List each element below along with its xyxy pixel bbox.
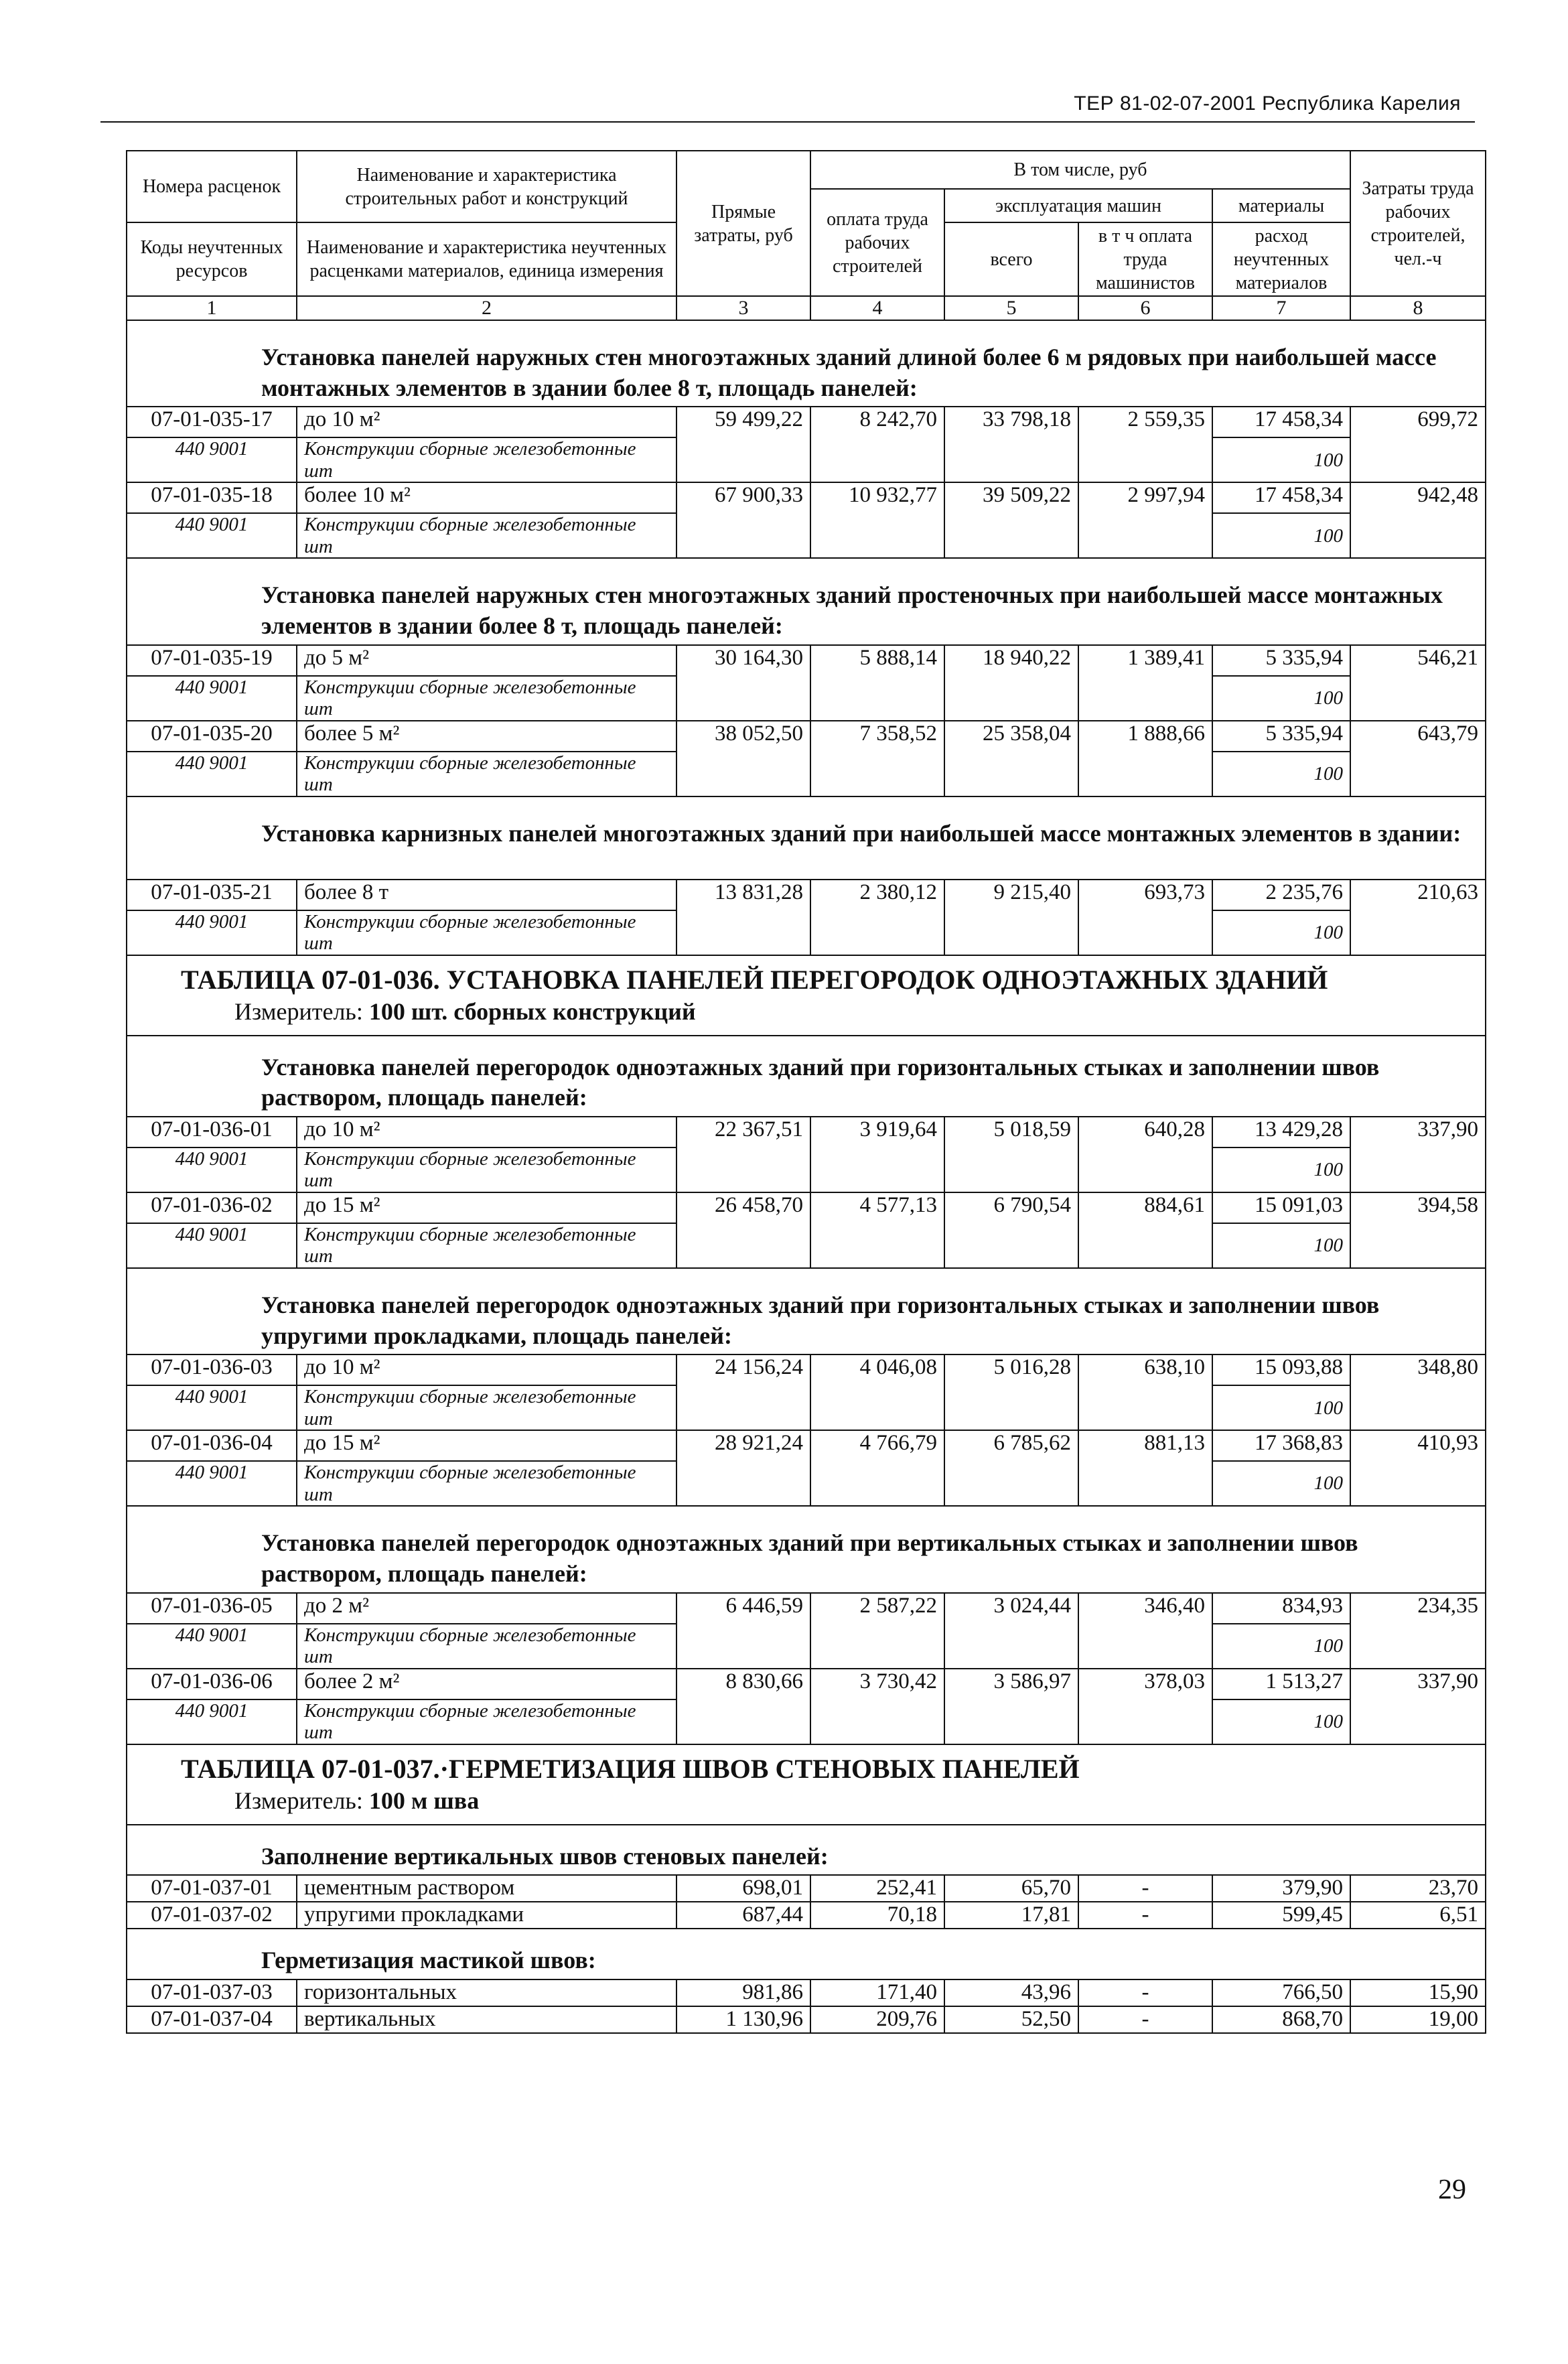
cell-materials: 17 458,34 <box>1212 407 1350 437</box>
header-rule <box>100 121 1475 123</box>
rate-name: более 10 м² <box>297 482 676 513</box>
rate-code: 07-01-035-21 <box>127 880 297 910</box>
rate-code: 07-01-035-17 <box>127 407 297 437</box>
cell-materials: 766,50 <box>1212 1979 1350 2006</box>
cell-machines-total: 3 586,97 <box>944 1669 1078 1744</box>
cell-labor-pay: 209,76 <box>810 2006 944 2033</box>
rate-name: упругими прокладками <box>297 1902 676 1929</box>
rate-name: более 2 м² <box>297 1669 676 1699</box>
cell-machines-total: 3 024,44 <box>944 1593 1078 1669</box>
cell-machines-total: 18 940,22 <box>944 645 1078 721</box>
col-num: 6 <box>1078 296 1212 320</box>
cell-operator-pay: 2 559,35 <box>1078 407 1212 482</box>
resource-name: Конструкции сборные железобетонные шт <box>297 437 676 482</box>
cell-materials: 5 335,94 <box>1212 645 1350 676</box>
table-title: ТАБЛИЦА 07-01-036. УСТАНОВКА ПАНЕЛЕЙ ПЕРЕГОРОДОК ОДНОЭТАЖНЫХ ЗДАНИЙ <box>127 955 1486 998</box>
head-materials: материалы <box>1212 189 1350 222</box>
cell-direct-cost: 687,44 <box>676 1902 810 1929</box>
rate-code: 07-01-035-20 <box>127 721 297 752</box>
cell-materials: 5 335,94 <box>1212 721 1350 752</box>
cell-labor-pay: 4 046,08 <box>810 1354 944 1430</box>
section-title: Установка панелей наружных стен многоэтажных зданий простеночных при наибольшей массе монтажных элементов в здании более 8 т, площадь панелей: <box>127 558 1486 644</box>
cell-labor-hours: 643,79 <box>1350 721 1486 796</box>
cell-materials: 599,45 <box>1212 1902 1350 1929</box>
cell-machines-total: 65,70 <box>944 1875 1078 1902</box>
resource-qty: 100 <box>1212 1148 1350 1192</box>
head-c3: Прямые затраты, руб <box>676 151 810 296</box>
resource-qty: 100 <box>1212 1699 1350 1744</box>
cell-materials: 17 368,83 <box>1212 1430 1350 1461</box>
resource-name: Конструкции сборные железобетонные шт <box>297 1385 676 1430</box>
rate-name: горизонтальных <box>297 1979 676 2006</box>
rate-code: 07-01-036-04 <box>127 1430 297 1461</box>
cell-direct-cost: 698,01 <box>676 1875 810 1902</box>
resource-qty: 100 <box>1212 910 1350 955</box>
cell-machines-total: 6 785,62 <box>944 1430 1078 1506</box>
cell-direct-cost: 28 921,24 <box>676 1430 810 1506</box>
cell-machines-total: 33 798,18 <box>944 407 1078 482</box>
section-title: Установка карнизных панелей многоэтажных зданий при наибольшей массе монтажных элементов в здании: <box>127 796 1486 880</box>
head-c2b: Наименование и характеристика неучтенных расценками материалов, единица измерения <box>297 222 676 296</box>
rate-name: до 15 м² <box>297 1430 676 1461</box>
resource-qty: 100 <box>1212 752 1350 796</box>
rate-name: более 8 т <box>297 880 676 910</box>
resource-code: 440 9001 <box>127 752 297 796</box>
resource-name: Конструкции сборные железобетонные шт <box>297 1699 676 1744</box>
cell-operator-pay: 884,61 <box>1078 1192 1212 1268</box>
resource-code: 440 9001 <box>127 1461 297 1506</box>
cell-direct-cost: 30 164,30 <box>676 645 810 721</box>
cell-machines-total: 6 790,54 <box>944 1192 1078 1268</box>
measure-value: 100 м шва <box>368 1787 480 1814</box>
measure-label: Измеритель: <box>234 997 369 1025</box>
cell-labor-pay: 5 888,14 <box>810 645 944 721</box>
head-c5: всего <box>944 222 1078 296</box>
cell-labor-pay: 2 587,22 <box>810 1593 944 1669</box>
measure-unit <box>127 1787 1486 1825</box>
head-c1a: Номера расценок <box>127 151 297 222</box>
rates-table <box>126 150 1486 2034</box>
cell-operator-pay: 1 389,41 <box>1078 645 1212 721</box>
rate-name: более 5 м² <box>297 721 676 752</box>
resource-code: 440 9001 <box>127 1385 297 1430</box>
cell-materials: 1 513,27 <box>1212 1669 1350 1699</box>
cell-labor-hours: 337,90 <box>1350 1117 1486 1192</box>
cell-labor-pay: 10 932,77 <box>810 482 944 558</box>
cell-labor-pay: 8 242,70 <box>810 407 944 482</box>
cell-labor-hours: 348,80 <box>1350 1354 1486 1430</box>
head-c1b: Коды неучтенных ресурсов <box>127 222 297 296</box>
section-title: Установка панелей перегородок одноэтажных зданий при горизонтальных стыках и заполнении швов упругими прокладками, площадь панелей: <box>127 1268 1486 1354</box>
rate-code: 07-01-036-02 <box>127 1192 297 1223</box>
cell-labor-hours: 546,21 <box>1350 645 1486 721</box>
resource-code: 440 9001 <box>127 437 297 482</box>
cell-materials: 15 091,03 <box>1212 1192 1350 1223</box>
col-num: 4 <box>810 296 944 320</box>
cell-materials: 2 235,76 <box>1212 880 1350 910</box>
resource-code: 440 9001 <box>127 1223 297 1268</box>
cell-direct-cost: 24 156,24 <box>676 1354 810 1430</box>
col-num: 5 <box>944 296 1078 320</box>
rate-code: 07-01-037-03 <box>127 1979 297 2006</box>
resource-name: Конструкции сборные железобетонные шт <box>297 910 676 955</box>
rate-code: 07-01-037-04 <box>127 2006 297 2033</box>
rate-name: до 5 м² <box>297 645 676 676</box>
cell-operator-pay: 881,13 <box>1078 1430 1212 1506</box>
cell-operator-pay: - <box>1078 1979 1212 2006</box>
cell-machines-total: 52,50 <box>944 2006 1078 2033</box>
resource-code: 440 9001 <box>127 910 297 955</box>
resource-code: 440 9001 <box>127 1148 297 1192</box>
cell-labor-pay: 252,41 <box>810 1875 944 1902</box>
cell-machines-total: 39 509,22 <box>944 482 1078 558</box>
resource-name: Конструкции сборные железобетонные шт <box>297 513 676 558</box>
rate-code: 07-01-037-01 <box>127 1875 297 1902</box>
resource-name: Конструкции сборные железобетонные шт <box>297 752 676 796</box>
cell-direct-cost: 26 458,70 <box>676 1192 810 1268</box>
cell-operator-pay: 2 997,94 <box>1078 482 1212 558</box>
rate-name: до 10 м² <box>297 1354 676 1385</box>
measure-value: 100 шт. сборных конструкций <box>368 997 696 1025</box>
cell-labor-hours: 23,70 <box>1350 1875 1486 1902</box>
cell-machines-total: 5 016,28 <box>944 1354 1078 1430</box>
cell-direct-cost: 38 052,50 <box>676 721 810 796</box>
cell-labor-pay: 2 380,12 <box>810 880 944 955</box>
cell-direct-cost: 981,86 <box>676 1979 810 2006</box>
cell-labor-hours: 394,58 <box>1350 1192 1486 1268</box>
head-c7: расход неучтенных материалов <box>1212 222 1350 296</box>
cell-materials: 15 093,88 <box>1212 1354 1350 1385</box>
cell-direct-cost: 22 367,51 <box>676 1117 810 1192</box>
rate-name: вертикальных <box>297 2006 676 2033</box>
cell-labor-hours: 6,51 <box>1350 1902 1486 1929</box>
resource-code: 440 9001 <box>127 676 297 721</box>
resource-name: Конструкции сборные железобетонные шт <box>297 676 676 721</box>
resource-qty: 100 <box>1212 676 1350 721</box>
col-num: 3 <box>676 296 810 320</box>
section-title: Заполнение вертикальных швов стеновых панелей: <box>127 1825 1486 1876</box>
cell-operator-pay: 346,40 <box>1078 1593 1212 1669</box>
cell-direct-cost: 67 900,33 <box>676 482 810 558</box>
rate-code: 07-01-036-01 <box>127 1117 297 1148</box>
cell-operator-pay: 1 888,66 <box>1078 721 1212 796</box>
cell-operator-pay: 378,03 <box>1078 1669 1212 1744</box>
cell-labor-hours: 15,90 <box>1350 1979 1486 2006</box>
rate-code: 07-01-037-02 <box>127 1902 297 1929</box>
head-machines: эксплуатация машин <box>944 189 1212 222</box>
cell-operator-pay: 638,10 <box>1078 1354 1212 1430</box>
col-num: 2 <box>297 296 676 320</box>
section-title: Установка панелей перегородок одноэтажных зданий при вертикальных стыках и заполнении швов раствором, площадь панелей: <box>127 1506 1486 1592</box>
cell-direct-cost: 8 830,66 <box>676 1669 810 1744</box>
page-header-title: ТЕР 81-02-07-2001 Республика Карелия <box>1074 92 1461 115</box>
rate-name: цементным раствором <box>297 1875 676 1902</box>
col-num: 7 <box>1212 296 1350 320</box>
cell-machines-total: 43,96 <box>944 1979 1078 2006</box>
cell-materials: 13 429,28 <box>1212 1117 1350 1148</box>
cell-materials: 17 458,34 <box>1212 482 1350 513</box>
section-title: Герметизация мастикой швов: <box>127 1929 1486 1979</box>
rate-code: 07-01-035-19 <box>127 645 297 676</box>
col-num: 1 <box>127 296 297 320</box>
resource-code: 440 9001 <box>127 513 297 558</box>
cell-operator-pay: 640,28 <box>1078 1117 1212 1192</box>
cell-materials: 834,93 <box>1212 1593 1350 1624</box>
resource-qty: 100 <box>1212 513 1350 558</box>
resource-name: Конструкции сборные железобетонные шт <box>297 1461 676 1506</box>
page-number: 29 <box>1438 2174 1466 2205</box>
cell-materials: 379,90 <box>1212 1875 1350 1902</box>
cell-labor-hours: 699,72 <box>1350 407 1486 482</box>
resource-qty: 100 <box>1212 1461 1350 1506</box>
cell-labor-pay: 4 577,13 <box>810 1192 944 1268</box>
cell-operator-pay: - <box>1078 2006 1212 2033</box>
resource-qty: 100 <box>1212 1624 1350 1669</box>
section-title: Установка панелей наружных стен многоэтажных зданий длиной более 6 м рядовых при наибольшей массе монтажных элементов в здании более 8 т, площадь панелей: <box>127 320 1486 407</box>
cell-labor-hours: 942,48 <box>1350 482 1486 558</box>
cell-machines-total: 17,81 <box>944 1902 1078 1929</box>
cell-labor-hours: 410,93 <box>1350 1430 1486 1506</box>
measure-unit <box>127 998 1486 1036</box>
cell-operator-pay: - <box>1078 1875 1212 1902</box>
cell-labor-hours: 19,00 <box>1350 2006 1486 2033</box>
resource-code: 440 9001 <box>127 1624 297 1669</box>
rate-name: до 2 м² <box>297 1593 676 1624</box>
table-title: ТАБЛИЦА 07-01-037.·ГЕРМЕТИЗАЦИЯ ШВОВ СТЕНОВЫХ ПАНЕЛЕЙ <box>127 1744 1486 1787</box>
head-c4: оплата труда рабочих строителей <box>810 189 944 296</box>
resource-code: 440 9001 <box>127 1699 297 1744</box>
cell-direct-cost: 13 831,28 <box>676 880 810 955</box>
cell-labor-pay: 4 766,79 <box>810 1430 944 1506</box>
cell-machines-total: 9 215,40 <box>944 880 1078 955</box>
rate-name: до 15 м² <box>297 1192 676 1223</box>
cell-direct-cost: 59 499,22 <box>676 407 810 482</box>
head-c2a: Наименование и характеристика строительных работ и конструкций <box>297 151 676 222</box>
cell-operator-pay: - <box>1078 1902 1212 1929</box>
resource-name: Конструкции сборные железобетонные шт <box>297 1148 676 1192</box>
head-c6: в т ч оплата труда машинистов <box>1078 222 1212 296</box>
cell-machines-total: 5 018,59 <box>944 1117 1078 1192</box>
cell-operator-pay: 693,73 <box>1078 880 1212 955</box>
rate-code: 07-01-036-06 <box>127 1669 297 1699</box>
cell-labor-pay: 7 358,52 <box>810 721 944 796</box>
cell-labor-hours: 337,90 <box>1350 1669 1486 1744</box>
rate-name: до 10 м² <box>297 1117 676 1148</box>
resource-name: Конструкции сборные железобетонные шт <box>297 1624 676 1669</box>
cell-labor-pay: 3 919,64 <box>810 1117 944 1192</box>
head-incl: В том числе, руб <box>810 151 1350 189</box>
resource-qty: 100 <box>1212 437 1350 482</box>
resource-qty: 100 <box>1212 1385 1350 1430</box>
cell-labor-pay: 3 730,42 <box>810 1669 944 1744</box>
rate-code: 07-01-035-18 <box>127 482 297 513</box>
cell-machines-total: 25 358,04 <box>944 721 1078 796</box>
section-title: Установка панелей перегородок одноэтажных зданий при горизонтальных стыках и заполнении швов раствором, площадь панелей: <box>127 1036 1486 1117</box>
cell-labor-hours: 234,35 <box>1350 1593 1486 1669</box>
resource-name: Конструкции сборные железобетонные шт <box>297 1223 676 1268</box>
cell-direct-cost: 6 446,59 <box>676 1593 810 1669</box>
rate-code: 07-01-036-05 <box>127 1593 297 1624</box>
cell-labor-pay: 70,18 <box>810 1902 944 1929</box>
cell-materials: 868,70 <box>1212 2006 1350 2033</box>
head-c8: Затраты труда рабочих строителей, чел.-ч <box>1350 151 1486 296</box>
cell-labor-hours: 210,63 <box>1350 880 1486 955</box>
col-num: 8 <box>1350 296 1486 320</box>
cell-direct-cost: 1 130,96 <box>676 2006 810 2033</box>
rate-name: до 10 м² <box>297 407 676 437</box>
measure-label: Измеритель: <box>234 1787 369 1814</box>
cell-labor-pay: 171,40 <box>810 1979 944 2006</box>
rate-code: 07-01-036-03 <box>127 1354 297 1385</box>
resource-qty: 100 <box>1212 1223 1350 1268</box>
